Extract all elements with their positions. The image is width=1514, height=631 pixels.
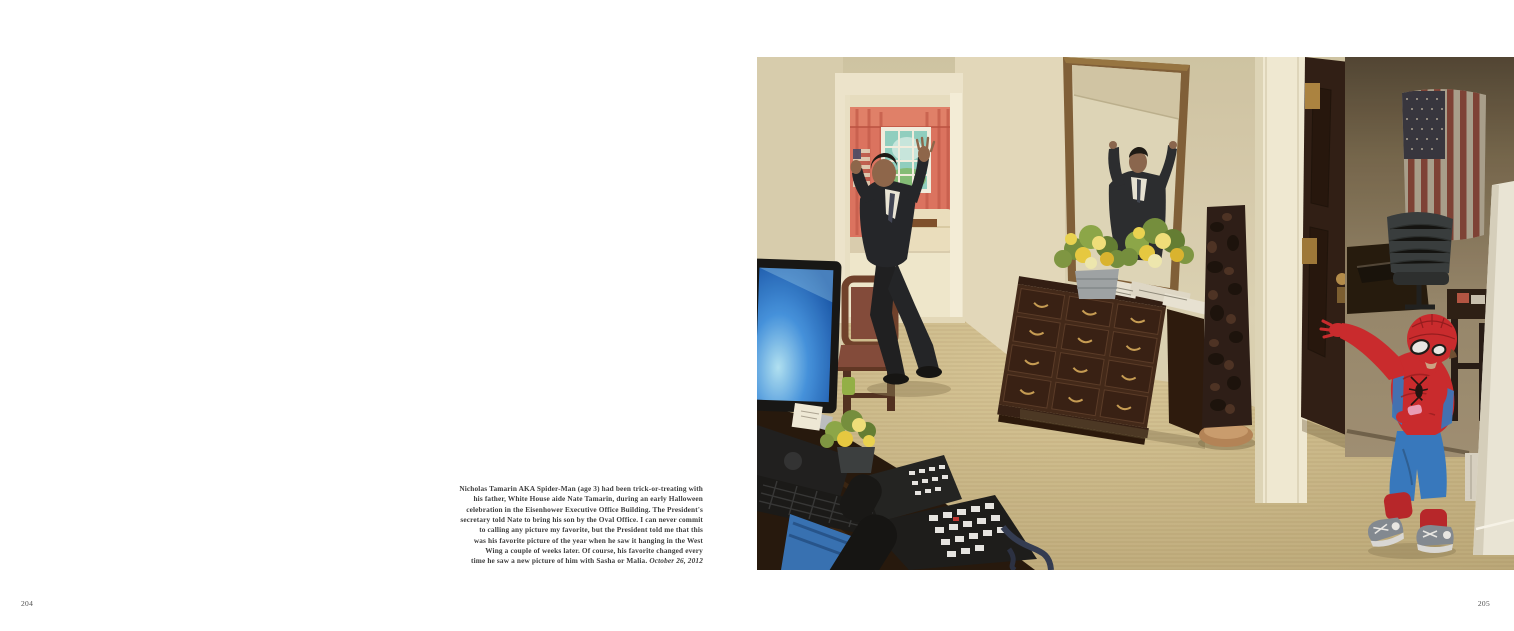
caption-last-line: time he saw a new picture of him with Sasha or Malia.	[471, 556, 648, 566]
caption-line: his father, White House aide Nate Tamarin, during an early Halloween	[473, 494, 703, 504]
page-number-right: 205	[1477, 599, 1490, 608]
caption-line: Wing a couple of weeks later. Of course, his favorite changed every	[485, 546, 703, 556]
caption-line: was his favorite picture of the year when he saw it hanging in the West	[473, 535, 703, 545]
caption-line: Nicholas Tamarin AKA Spider-Man (age 3) had been trick-or-treating with	[459, 484, 703, 493]
page-number-left: 204	[21, 599, 34, 608]
photo-caption	[0, 484, 703, 567]
photograph	[757, 57, 1514, 570]
caption-line: secretary told Nate to bring his son by the Oval Office. I can never commit	[460, 515, 703, 525]
caption-line: to calling any picture my favorite, but the President told me that this	[479, 525, 703, 535]
photo-color-grade	[757, 57, 1514, 570]
caption-line: celebration in the Eisenhower Executive Office Building. The President's	[466, 504, 703, 514]
caption-date: October 26, 2012	[649, 556, 703, 566]
photo-illustration	[757, 57, 1514, 570]
caption-line	[0, 556, 703, 566]
